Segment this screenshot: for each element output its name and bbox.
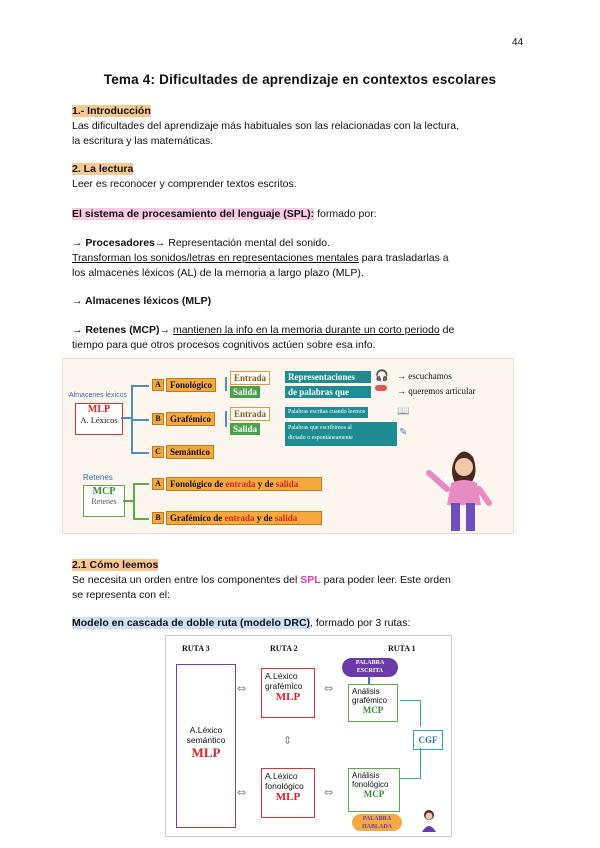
connector	[225, 377, 227, 391]
almacenes-lexicos-label: Almacenes léxicos	[69, 392, 127, 399]
almacenes-line: → Almacenes léxicos (MLP)	[72, 295, 212, 307]
grafemico-box: Grafémico	[166, 412, 215, 426]
letter-a: A	[152, 379, 164, 391]
letter-b-retenes: B	[152, 512, 164, 524]
entrada-box-2: Entrada	[230, 407, 270, 421]
connector	[225, 411, 227, 427]
letter-c: C	[152, 446, 164, 458]
analisis-fonologico-box: Análisis fonológico MCP	[348, 768, 400, 812]
palabras-escribimos-box	[285, 422, 397, 446]
palabras-escribimos-line-2: dictado o espontáneamente	[288, 435, 353, 441]
drc-rest: , formado por 3 rutas:	[310, 617, 411, 629]
bidirectional-arrow-icon: ⇔	[324, 682, 334, 695]
connector	[121, 417, 131, 419]
connector	[400, 700, 421, 727]
ret-arrow2: →	[159, 324, 173, 336]
ret-rest: de	[439, 324, 455, 336]
palabras-que-box: de palabras que	[285, 386, 371, 398]
spl-line	[72, 207, 532, 222]
spl-heading: El sistema de procesamiento del lenguaje (SPL):	[72, 208, 315, 220]
palabra-escrita-pill: PALABRA ESCRITA	[342, 658, 398, 677]
book-icon: 📖	[397, 406, 410, 417]
drc-label: Modelo en cascada de doble ruta (modelo DRC)	[72, 617, 311, 629]
drc-diagram	[165, 635, 452, 837]
alexico-grafemico-box: A.Léxico grafémico MLP	[261, 668, 315, 718]
proc-line3: los almacenes léxicos (AL) de la memoria a largo plazo (MLP).	[72, 267, 364, 279]
spl-rest: formado por:	[314, 208, 377, 220]
grafemico-entrada-salida-box: Grafémico de entrada y de salida	[166, 511, 322, 525]
connector	[400, 748, 421, 779]
como-line-1a: Se necesita un orden entre los componentes del	[72, 574, 301, 586]
mouth-icon	[375, 385, 387, 391]
page-number: 44	[512, 37, 524, 48]
palabras-escribimos-line-1: Palabras que escribimos al	[288, 425, 352, 431]
connector	[133, 483, 135, 519]
connector	[131, 419, 149, 421]
spl-diagram	[62, 358, 514, 534]
representaciones-box: Representaciones	[285, 371, 371, 383]
ruta1-label: RUTA 1	[388, 644, 416, 653]
connector	[131, 385, 149, 387]
analisis-grafemico-box: Análisis grafémico MCP	[348, 684, 398, 722]
proc-underlined: Transforman los sonidos/letras en representaciones mentales	[72, 252, 359, 264]
intro-line-1: Las dificultades del aprendizaje más habituales son las relacionadas con la lectura,	[72, 120, 459, 132]
connector	[131, 452, 149, 454]
ruta3-label: RUTA 3	[182, 644, 210, 653]
salida-box-2: Salida	[230, 423, 260, 435]
lectura-text: Leer es reconocer y comprender textos escritos.	[72, 178, 297, 190]
retenes-inner-label: Retenes	[91, 497, 117, 506]
ret-line2: tiempo para que otros procesos cognitivos actúen sobre esa info.	[72, 339, 376, 351]
salida-box-1: Salida	[230, 386, 260, 398]
section-como-leemos	[72, 558, 532, 603]
heading-introduccion: 1.- Introducción	[72, 105, 151, 117]
teacher-illustration	[423, 443, 503, 533]
proc-label: Procesadores	[85, 237, 155, 249]
ret-arrow: →	[72, 324, 86, 336]
vertical-bidirectional-arrow-icon: ⇕	[283, 734, 293, 747]
bidirectional-arrow-icon: ⇔	[324, 786, 334, 799]
heading-lectura: 2. La lectura	[72, 163, 134, 175]
heading-como-leemos: 2.1 Cómo leemos	[72, 559, 159, 571]
proc-rest: → Representación mental del sonido.	[154, 237, 330, 249]
mcp-box	[83, 485, 125, 517]
pencil-icon: ✎	[399, 427, 408, 438]
semantico-box: Semántico	[166, 445, 214, 459]
intro-line-2: la escritura y las matemáticas.	[72, 135, 214, 147]
alexicos-label: A. Léxicos	[80, 415, 118, 425]
bidirectional-arrow-icon: ⇔	[237, 786, 247, 799]
como-line-2: se representa con el:	[72, 589, 171, 601]
palabras-leemos-box: Palabras escritas cuando leemos	[285, 407, 368, 418]
ret-label: Retenes (MCP)	[85, 324, 160, 336]
retenes-label: Retenes	[83, 473, 113, 482]
mlp-box	[75, 403, 123, 435]
ret-underlined: mantienen la info en la memoria durante un corto periodo	[172, 324, 440, 336]
connector	[133, 483, 149, 485]
entrada-box-1: Entrada	[230, 371, 270, 385]
section-lectura	[72, 162, 532, 192]
connector	[368, 676, 370, 684]
como-line-1b: para poder leer. Este orden	[320, 574, 451, 586]
connector	[123, 500, 133, 502]
bidirectional-arrow-icon: ⇔	[237, 682, 247, 695]
alexico-fonologico-box: A.Léxico fonológico MLP	[261, 768, 315, 818]
headphones-icon: 🎧	[375, 370, 389, 382]
proc-rest2: para trasladarlas a	[358, 252, 449, 264]
alexico-semantico-box: A.Léxico semántico MLP	[176, 664, 236, 828]
person-icon	[418, 808, 440, 832]
fonologico-box: Fonológico	[166, 378, 216, 392]
letter-a-retenes: A	[152, 478, 164, 490]
fonologico-entrada-salida-box: Fonológico de entrada y de salida	[166, 477, 322, 491]
retenes-block	[72, 323, 532, 353]
articular-label: → queremos articular	[397, 386, 476, 396]
procesadores-block	[72, 236, 532, 281]
mcp-label: MCP	[92, 486, 116, 497]
escuchamos-label: → escuchamos	[397, 371, 452, 381]
letter-b: B	[152, 413, 164, 425]
page-title: Tema 4: Dificultades de aprendizaje en contextos escolares	[103, 72, 497, 87]
cgf-box: CGF	[413, 730, 443, 750]
proc-arrow: →	[72, 237, 86, 249]
mlp-label: MLP	[87, 404, 111, 415]
spl-inline: SPL	[300, 574, 321, 586]
drc-line	[72, 616, 532, 631]
section-introduccion	[72, 104, 532, 149]
connector	[133, 518, 149, 520]
ruta2-label: RUTA 2	[270, 644, 298, 653]
palabra-hablada-pill: PALABRA HABLADA	[352, 814, 402, 831]
